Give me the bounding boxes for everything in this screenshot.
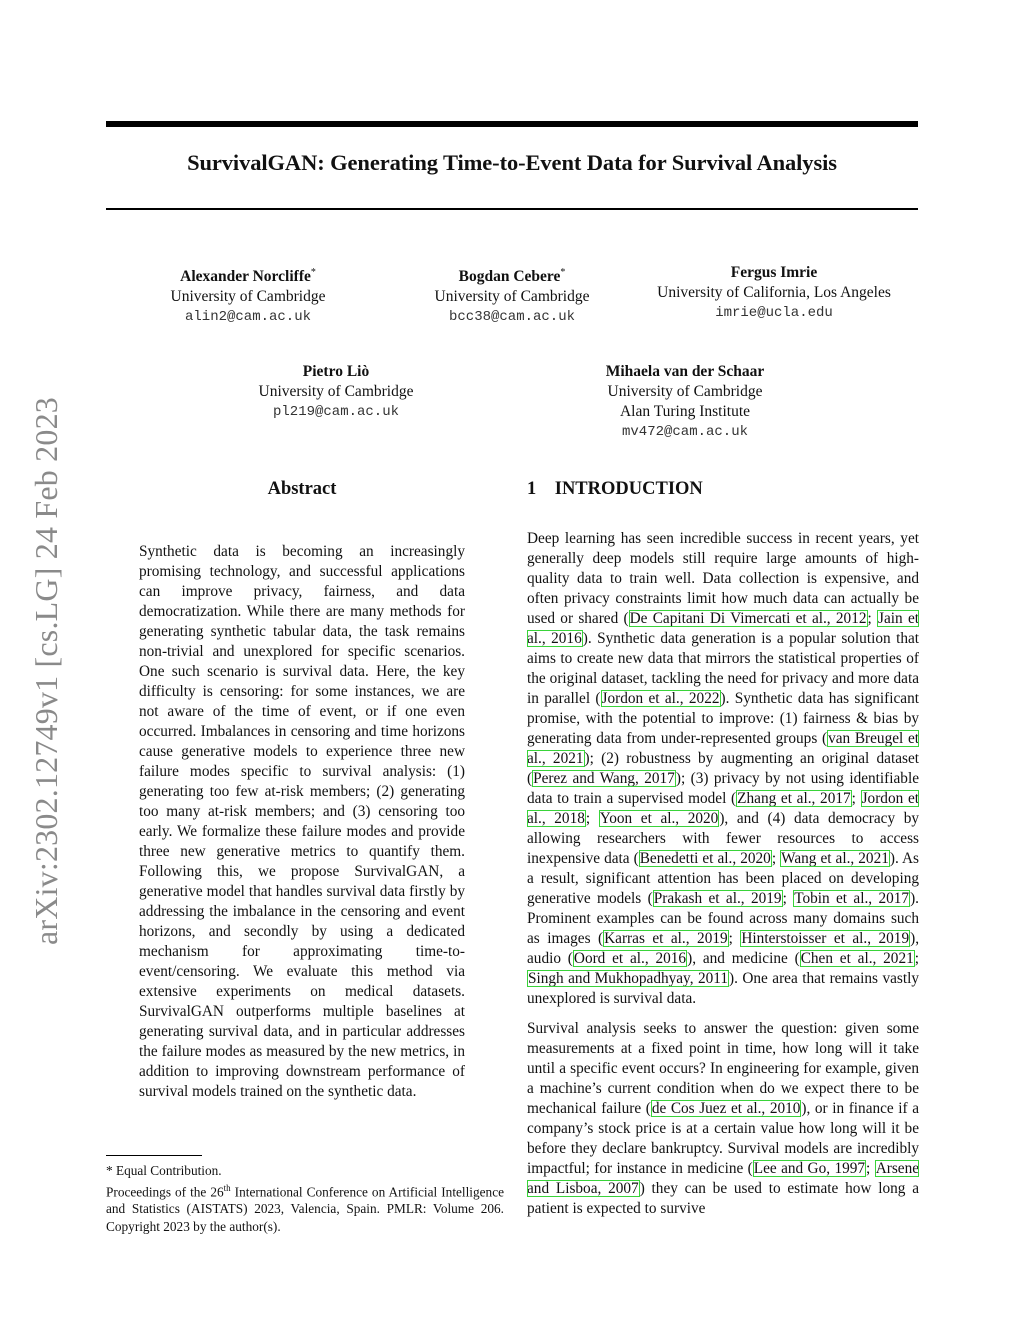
author-name: Fergus Imrie bbox=[730, 264, 818, 281]
paragraph-text-run: ; bbox=[914, 950, 919, 967]
paragraph-text-run: ). One area that remains vastly unexplored is survival data. bbox=[527, 970, 919, 1007]
abstract-heading: Abstract bbox=[267, 479, 337, 499]
paragraph-text-run: ). Prominent examples can be found across many domains such as images ( bbox=[527, 890, 919, 947]
citation-link[interactable]: Zhang et al., 2017 bbox=[737, 790, 851, 807]
paragraph-text-run: ; bbox=[771, 850, 781, 867]
author-block-1 bbox=[148, 263, 348, 327]
introduction-heading: 1 INTRODUCTION bbox=[527, 479, 703, 499]
footnote-proceedings: Proceedings of the 26th International Conference on Artificial Intelligence and Statistics (AISTATS) 2023, Valencia, Spain. PMLR: Volume 206. Copyright 2023 by the author(s). bbox=[106, 1182, 504, 1234]
citation-link[interactable]: de Cos Juez et al., 2010 bbox=[651, 1100, 801, 1117]
paper-title: SurvivalGAN: Generating Time-to-Event Data for Survival Analysis bbox=[187, 150, 837, 175]
paragraph-text-run: ). Synthetic data generation is a popular solution that aims to create new data that mirrors the statistical properties of the original dataset, tackling the need for privacy and more data in parallel ( bbox=[527, 630, 920, 707]
author-block-4 bbox=[236, 362, 436, 422]
author-block-3 bbox=[640, 263, 908, 323]
citation-link[interactable]: Jain et al., 2016 bbox=[527, 610, 919, 647]
citation-link[interactable]: van Breugel et al., 2021 bbox=[527, 730, 919, 767]
paragraph-text-run: ). Synthetic data has significant promise, with the potential to improve: (1) fairness & bias by generating data from under-represented groups ( bbox=[527, 690, 920, 747]
author-name: Mihaela van der Schaar bbox=[605, 363, 765, 380]
author-affiliation: University of Cambridge bbox=[434, 288, 590, 306]
paragraph-text-run: ; bbox=[867, 610, 878, 627]
citation-link[interactable]: Hinterstoisser et al., 2019 bbox=[741, 930, 910, 947]
introduction-paragraph-1 bbox=[527, 529, 919, 1009]
citation-link[interactable]: Jordon et al., 2022 bbox=[601, 690, 720, 707]
title-top-rule bbox=[106, 121, 918, 127]
footnote-equal-contribution: * Equal Contribution. bbox=[106, 1163, 222, 1178]
paragraph-text-run: ); (3) privacy by not using identifiable data to train a supervised model ( bbox=[527, 770, 919, 807]
paragraph-text-run: ), audio ( bbox=[527, 930, 920, 967]
paragraph-text-run: Deep learning has seen incredible success in recent years, yet generally deep models still require large amounts of high-quality data to train well. Data collection is expensive, and often privacy constraints limit how much data can actually be used or shared ( bbox=[527, 530, 919, 627]
paragraph-text-run: ) they can be used to estimate how long a patient is expected to survive bbox=[527, 1180, 919, 1217]
citation-link[interactable]: Chen et al., 2021 bbox=[800, 950, 914, 967]
author-block-2 bbox=[412, 263, 612, 327]
paragraph-text-run: ; bbox=[851, 790, 861, 807]
paragraph-text-run: ; bbox=[782, 890, 794, 907]
footnote bbox=[106, 1162, 504, 1235]
citation-link[interactable]: Wang et al., 2021 bbox=[781, 850, 889, 867]
citation-link[interactable]: Singh and Mukhopadhyay, 2011 bbox=[528, 970, 728, 987]
citation-link[interactable]: Yoon et al., 2020 bbox=[599, 810, 719, 827]
paragraph-text-run: ; bbox=[585, 810, 599, 827]
author-name: Pietro Liò bbox=[302, 363, 370, 380]
paragraph-text-run: ). As a result, significant attention has been placed on developing generative models ( bbox=[527, 850, 919, 907]
author-email[interactable]: mv472@cam.ac.uk bbox=[621, 424, 749, 440]
citation-link[interactable]: Prakash et al., 2019 bbox=[653, 890, 782, 907]
introduction-body bbox=[527, 529, 919, 1229]
title-bottom-rule bbox=[106, 208, 918, 210]
footnote-rule bbox=[106, 1155, 202, 1156]
abstract-text: Synthetic data is becoming an increasingly promising technology, and successful applications can improve privacy, fairness, and data democratization. While there are many methods for generating synthetic tabular data, the task remains non-trivial and unexplored for specific scenarios. One such scenario is survival data. Here, the key difficulty is censoring: for some instances, we are not aware of the time of event, or if one even occurred. Imbalances in censoring and time horizons cause generative models to experience three new failure modes specific to survival analysis: (1) generating too few at-risk members; (2) generating too many at-risk members; and (3) censoring too early. We formalize these failure modes and provide three new generative metrics to quantify them. Following this, we propose SurvivalGAN, a generative model that handles survival data firstly by addressing the imbalance in the censoring and event horizons, and secondly by using a dedicated mechanism for approximating time-to-event/censoring. We evaluate this method via extensive experiments on medical datasets. SurvivalGAN outperforms multiple baselines at generating survival data, and in particular addresses the failure modes as measured by the new metrics, in addition to improving downstream performance of survival models trained on the synthetic data. bbox=[139, 543, 465, 1100]
introduction-paragraph-2 bbox=[527, 1019, 919, 1219]
arxiv-identifier-stamp: arXiv:2302.12749v1 [cs.LG] 24 Feb 2023 bbox=[28, 397, 64, 945]
citation-link[interactable]: Tobin et al., 2017 bbox=[794, 890, 910, 907]
author-affiliation-secondary: Alan Turing Institute bbox=[619, 403, 751, 420]
author-affiliation: University of Cambridge bbox=[170, 288, 326, 306]
paragraph-text-run: Survival analysis seeks to answer the question: given some measurements at a fixed point in time, how long will it take until a specific event occurs? In engineering for example, given a machine’s current condition when do we expect there to be mechanical failure ( bbox=[527, 1020, 919, 1117]
citation-link[interactable]: Oord et al., 2016 bbox=[573, 950, 687, 967]
paragraph-text-run: ), and (4) data democracy by allowing researchers with fewer resources to access inexpensive data ( bbox=[527, 810, 920, 867]
citation-link[interactable]: Benedetti et al., 2020 bbox=[639, 850, 771, 867]
citation-link[interactable]: Karras et al., 2019 bbox=[604, 930, 728, 947]
paragraph-text-run: ; bbox=[728, 930, 741, 947]
author-affiliation: University of California, Los Angeles bbox=[657, 284, 891, 301]
citation-link[interactable]: Perez and Wang, 2017 bbox=[533, 770, 675, 787]
author-affiliation: University of Cambridge bbox=[258, 383, 414, 400]
paragraph-text-run: ); (2) robustness by augmenting an original dataset ( bbox=[527, 750, 919, 787]
author-name: Alexander Norcliffe* bbox=[180, 267, 316, 286]
author-email[interactable]: imrie@ucla.edu bbox=[715, 305, 833, 321]
author-email[interactable]: alin2@cam.ac.uk bbox=[184, 309, 312, 326]
author-name: Bogdan Cebere* bbox=[458, 267, 566, 286]
citation-link[interactable]: Jordon et al., 2018 bbox=[527, 790, 919, 827]
paragraph-text-run: ), and medicine ( bbox=[687, 950, 800, 967]
citation-link[interactable]: Lee and Go, 1997 bbox=[753, 1160, 866, 1177]
author-email[interactable]: bcc38@cam.ac.uk bbox=[448, 309, 576, 326]
citation-link[interactable]: Arsene and Lisboa, 2007 bbox=[527, 1160, 920, 1197]
author-affiliation: University of Cambridge bbox=[607, 383, 763, 400]
paragraph-text-run: ), or in finance if a company’s stock price is at a certain value how long will it be before they declare bankruptcy. Survival models are incredibly impactful; for instance in medicine ( bbox=[527, 1100, 919, 1177]
author-block-5 bbox=[580, 362, 790, 442]
paragraph-text-run: ; bbox=[866, 1160, 875, 1177]
citation-link[interactable]: De Capitani Di Vimercati et al., 2012 bbox=[629, 610, 867, 627]
author-email[interactable]: pl219@cam.ac.uk bbox=[272, 404, 400, 420]
